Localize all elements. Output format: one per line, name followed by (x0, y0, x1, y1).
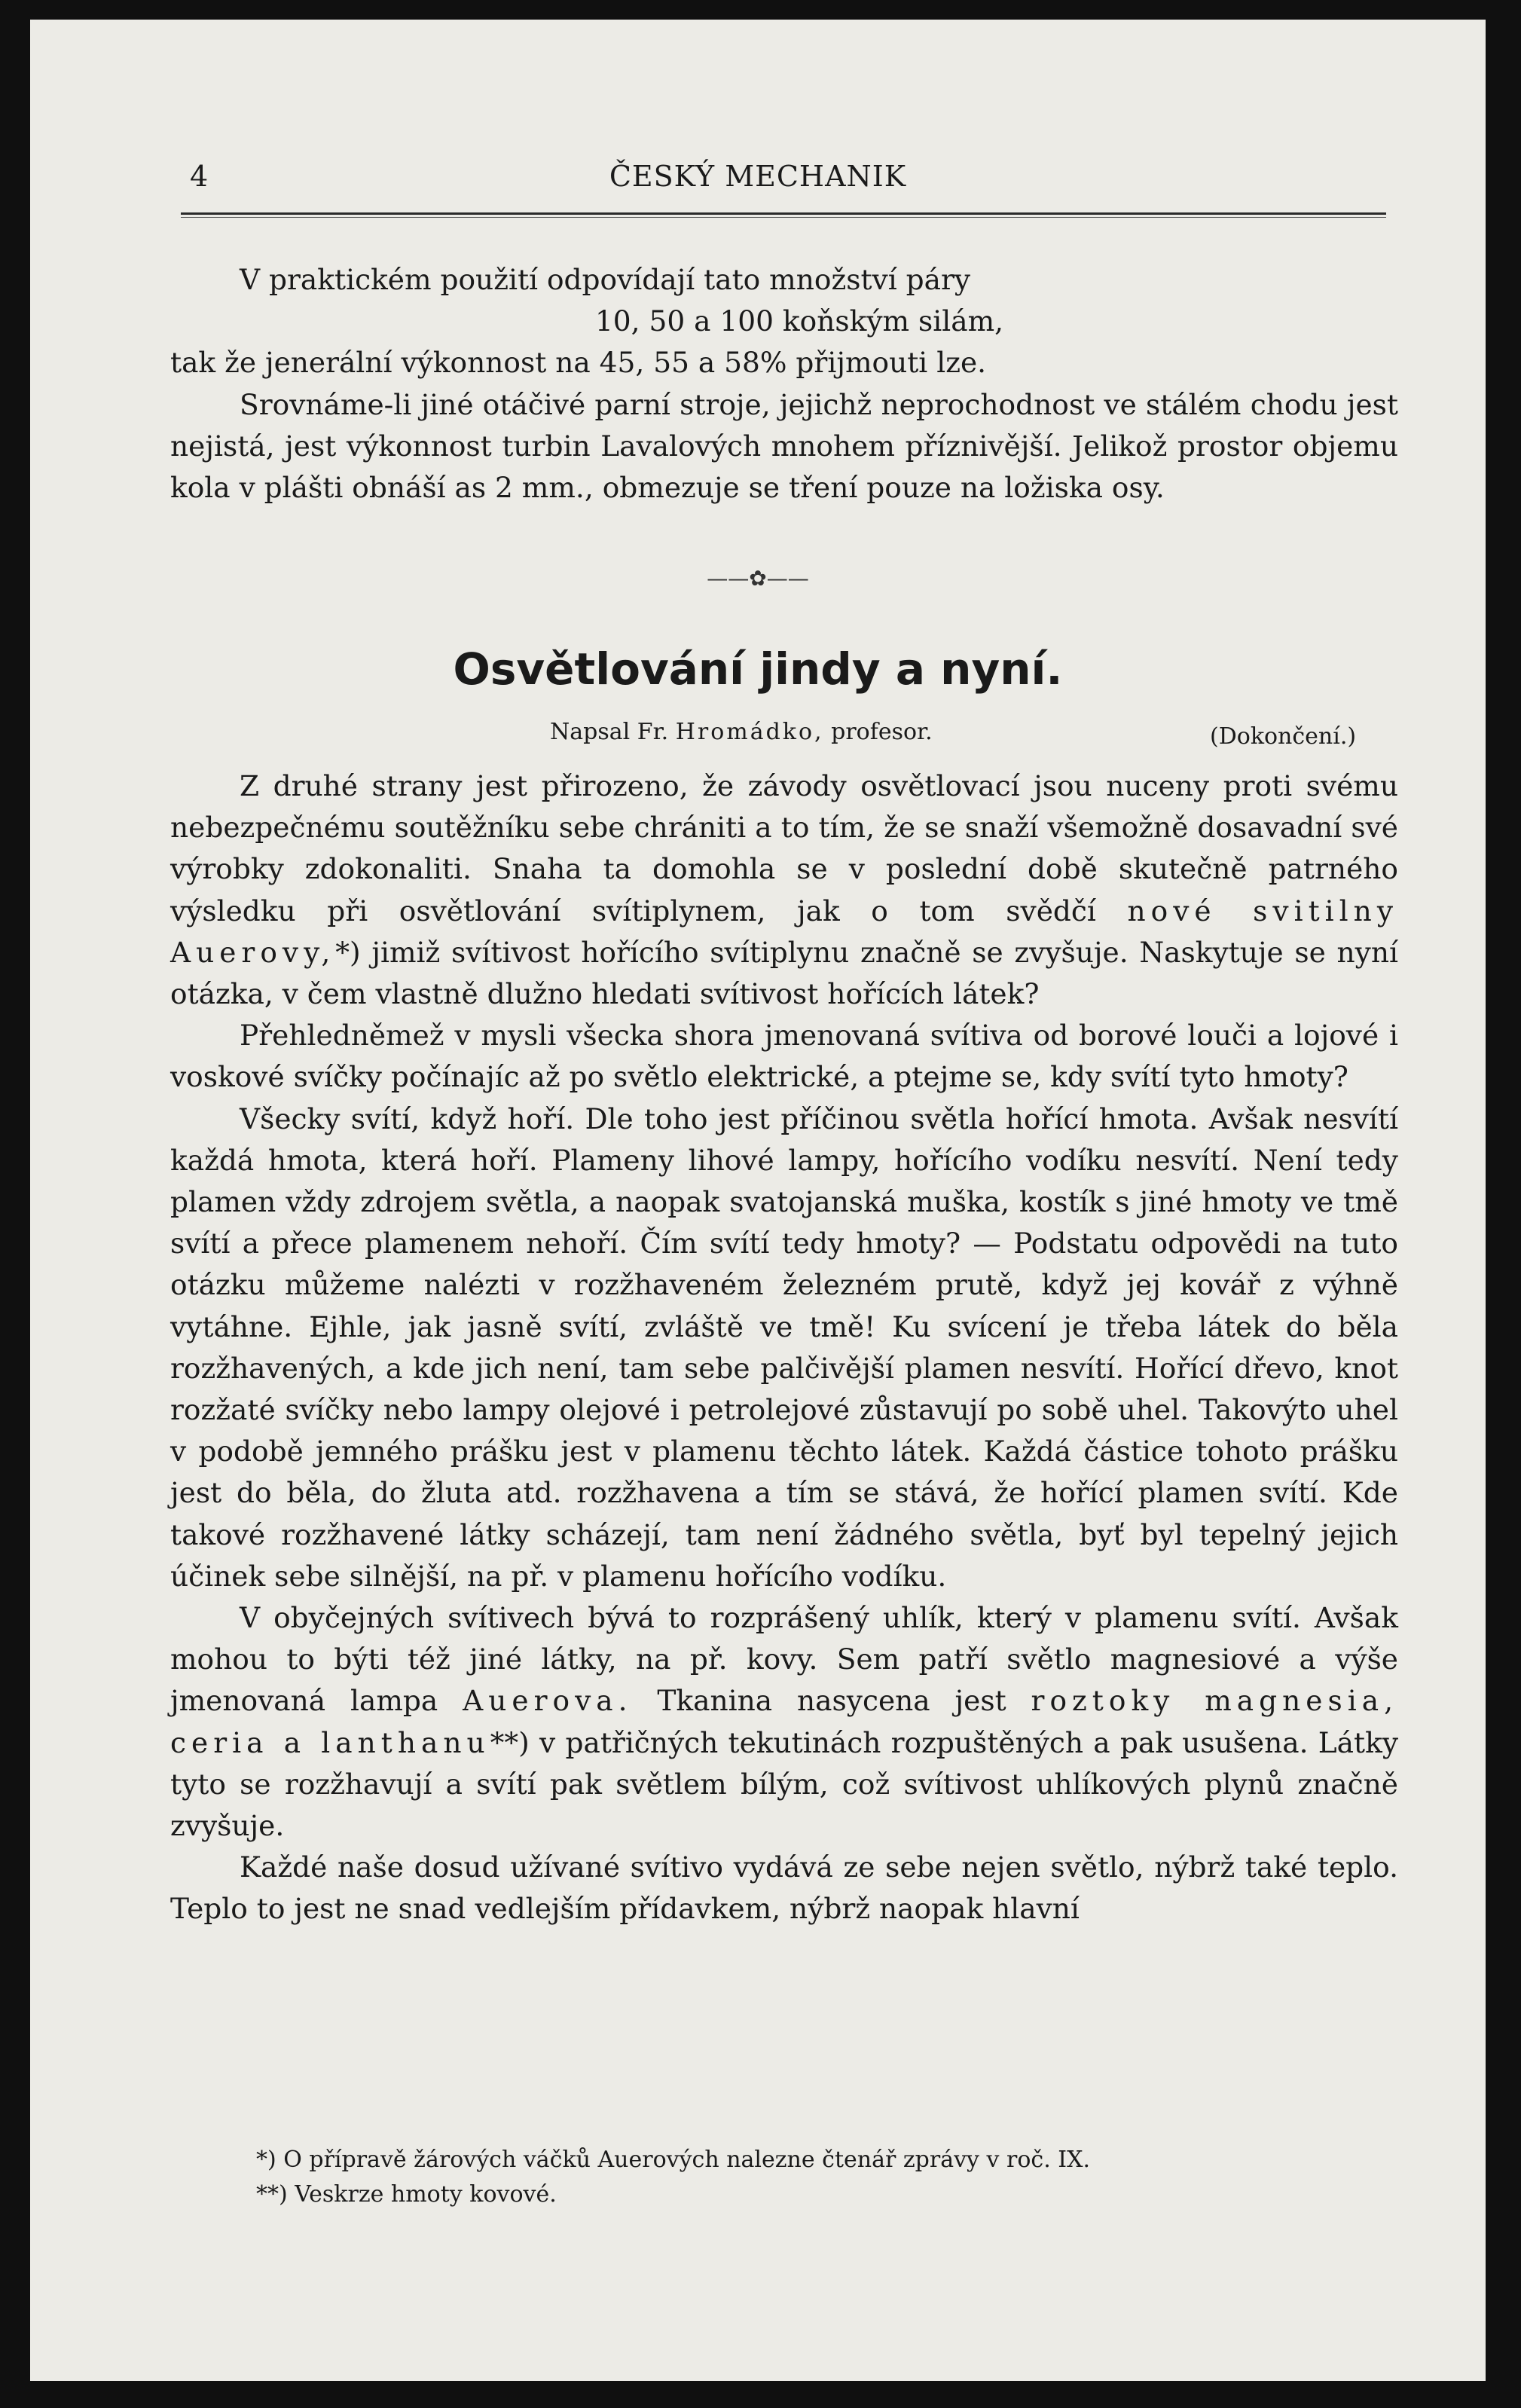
spaced-text: nové svitilny Auerovy, (170, 894, 1398, 969)
paragraph (170, 765, 1398, 1015)
intro-block (170, 259, 1398, 509)
author-title: profesor. (831, 719, 933, 745)
intro-formula: 10, 50 a 100 koňským silám, (594, 304, 1004, 338)
byline-prefix: Napsal Fr. (550, 719, 669, 745)
article-body (170, 765, 1398, 1930)
page-number: 4 (190, 160, 209, 193)
byline (550, 719, 933, 745)
footnote-mark: *) (335, 935, 361, 969)
footnote: **) Veskrze hmoty kovové. (256, 2181, 557, 2208)
header-rule (181, 212, 1386, 215)
spaced-text: roztoky magnesia, ceria a lanthanu (170, 1684, 1398, 1759)
text-run: v patřičných tekutinách rozpuštěných a pak usušena. Látky tyto se rozžhavují a svítí pak světlem bílým, což svítivost uhlíkových plynů značně zvyšuje. (170, 1725, 1399, 1843)
author-name: Hromádko, (675, 719, 824, 745)
intro-paragraph: Srovnáme-li jiné otáčivé parní stroje, jejichž neprochodnost ve stálém chodu jest nejistá, jest výkonnost turbin Lavalových mnohem příznivější. Jelikož prostor objemu kola v plášti obnáší as 2 mm., obmezuje se tření pouze na ložiska osy. (170, 387, 1398, 505)
page (30, 20, 1486, 2381)
text-run: Tkanina nasycena jest (657, 1684, 1006, 1718)
text-run: Z druhé strany jest přirozeno, že závody osvětlovací jsou nuceny proti svému nebezpečnému soutěžníku sebe chrániti a to tím, že se snaží všemožně dosavadní své výrobky zdokonaliti. Snaha ta domohla se v poslední době skutečně patrného výsledku při osvětlování svítiplynem, jak o tom svědčí (170, 769, 1398, 927)
footnote: *) O přípravě žárových váčků Auerových nalezne čtenář zprávy v roč. IX. (256, 2147, 1091, 2173)
text-run: V obyčejných svítivech bývá to rozprášený uhlík, který v plamenu svítí. Avšak mohou to býti též jiné látky, na př. kovy. Sem patří světlo magnesiové a výše jmenovaná lampa (170, 1601, 1398, 1718)
spaced-text: Auerova. (463, 1684, 633, 1718)
article-title: Osvětlování jindy a nyní. (453, 643, 1063, 695)
text-run: jimiž svítivost hořícího svítiplynu značně se zvyšuje. Naskytuje se nyní otázka, v čem vlastně dlužno hledati svítivost hořících látek? (170, 935, 1399, 1011)
continuation-note: (Dokončení.) (1210, 723, 1357, 750)
paragraph: Přehledněmež v mysli všecka shora jmenovaná svítiva od borové louči a lojové i voskové svíčky počínajíc až po světlo elektrické, a ptejme se, kdy svítí tyto hmoty? (170, 1019, 1398, 1094)
paragraph: Všecky svítí, když hoří. Dle toho jest příčinou světla hořící hmota. Avšak nesvítí každá hmota, která hoří. Plameny lihové lampy, hořícího vodíku nesvítí. Není tedy plamen vždy zdrojem světla, a naopak svatojanská muška, kostík s jiné hmoty ve tmě svítí a přece plamenem nehoří. Čím svítí tedy hmoty? — Podstatu odpovědi na tuto otázku můžeme nalézti v rozžhaveném železném prutě, když jej kovář z výhně vytáhne. Ejhle, jak jasně svítí, zvláště ve tmě! Ku svícení je třeba látek do běla rozžhavených, a kde jich není, tam sebe palčivější plamen nesvítí. Hořící dřevo, knot rozžaté svíčky nebo lampy olejové i petrolejové zůstavují po sobě uhel. Takovýto uhel v podobě jemného prášku jest v plamenu těchto látek. Každá částice tohoto prášku jest do běla, do žluta atd. rozžhavena a tím se stává, že hořící plamen svítí. Kde takové rozžhavené látky scházejí, tam není žádného světla, byť byl tepelný jejich účinek sebe silnější, na př. v plamenu hořícího vodíku. (170, 1102, 1398, 1593)
intro-line: V praktickém použití odpovídají tato množství páry (240, 263, 971, 296)
ornament-divider: ——✿—— (707, 566, 809, 591)
intro-line: tak že jenerální výkonnost na 45, 55 a 58% přijmouti lze. (170, 346, 987, 380)
footnote-mark: **) (490, 1725, 530, 1759)
paragraph: Každé naše dosud užívané svítivo vydává ze sebe nejen světlo, nýbrž také teplo. Teplo to jest ne snad vedlejším přídavkem, nýbrž naopak hlavní (170, 1850, 1398, 1926)
journal-title: ČESKÝ MECHANIK (609, 160, 907, 193)
paragraph (170, 1597, 1398, 1847)
header-rule-thin (181, 217, 1386, 218)
footnotes (256, 2143, 1386, 2212)
